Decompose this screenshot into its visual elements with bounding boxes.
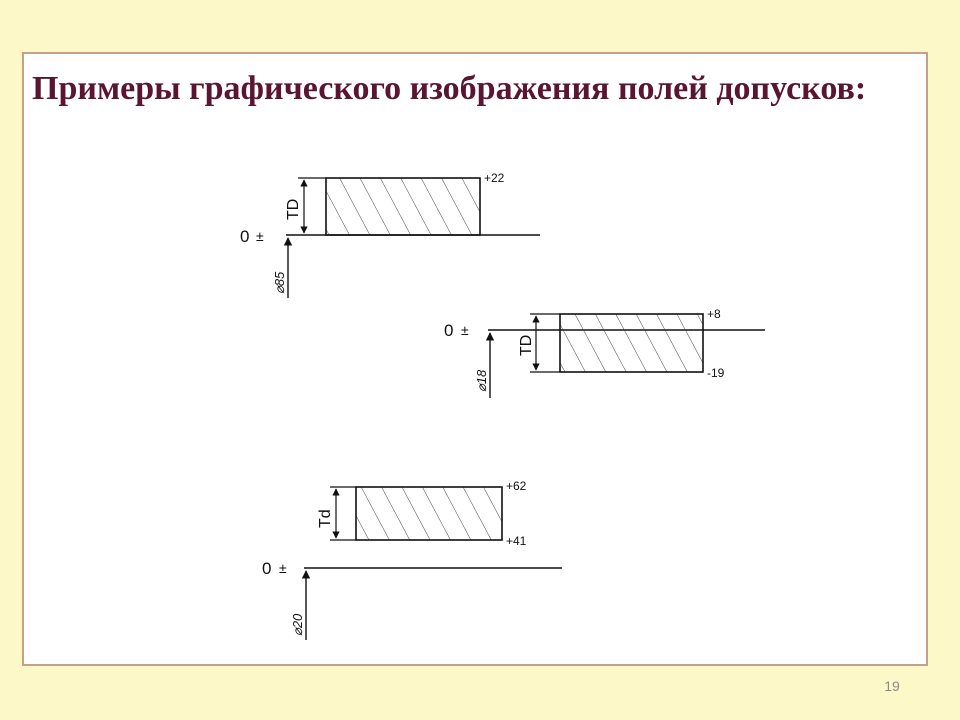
zero-sign: ± — [279, 560, 287, 576]
lower-deviation-label: +41 — [506, 534, 527, 548]
upper-deviation-label: +62 — [506, 479, 527, 493]
zero-label: 0 — [262, 559, 272, 578]
slide-title: Примеры графического изображения полей допусков: — [32, 70, 867, 107]
tolerance-label: TD — [518, 334, 535, 356]
lower-deviation-label: -19 — [707, 366, 725, 380]
diameter-label: ⌀85 — [272, 271, 287, 294]
diameter-label: ⌀20 — [290, 613, 305, 636]
tolerance-field — [356, 487, 502, 540]
tolerance-label: Td — [317, 509, 334, 528]
tolerance-field — [560, 314, 703, 372]
zero-label: 0 — [444, 321, 454, 340]
upper-deviation-label: +8 — [707, 307, 721, 321]
diameter-label: ⌀18 — [474, 369, 489, 392]
slide-number: 19 — [884, 678, 900, 694]
tolerance-field — [326, 178, 480, 235]
zero-sign: ± — [256, 228, 264, 244]
diagram-2 — [444, 307, 765, 398]
zero-sign: ± — [461, 322, 469, 338]
diagram-3 — [262, 479, 562, 640]
tolerance-label: TD — [285, 198, 302, 220]
zero-label: 0 — [240, 227, 250, 246]
upper-deviation-label: +22 — [484, 171, 505, 185]
diagram-1 — [240, 171, 540, 298]
